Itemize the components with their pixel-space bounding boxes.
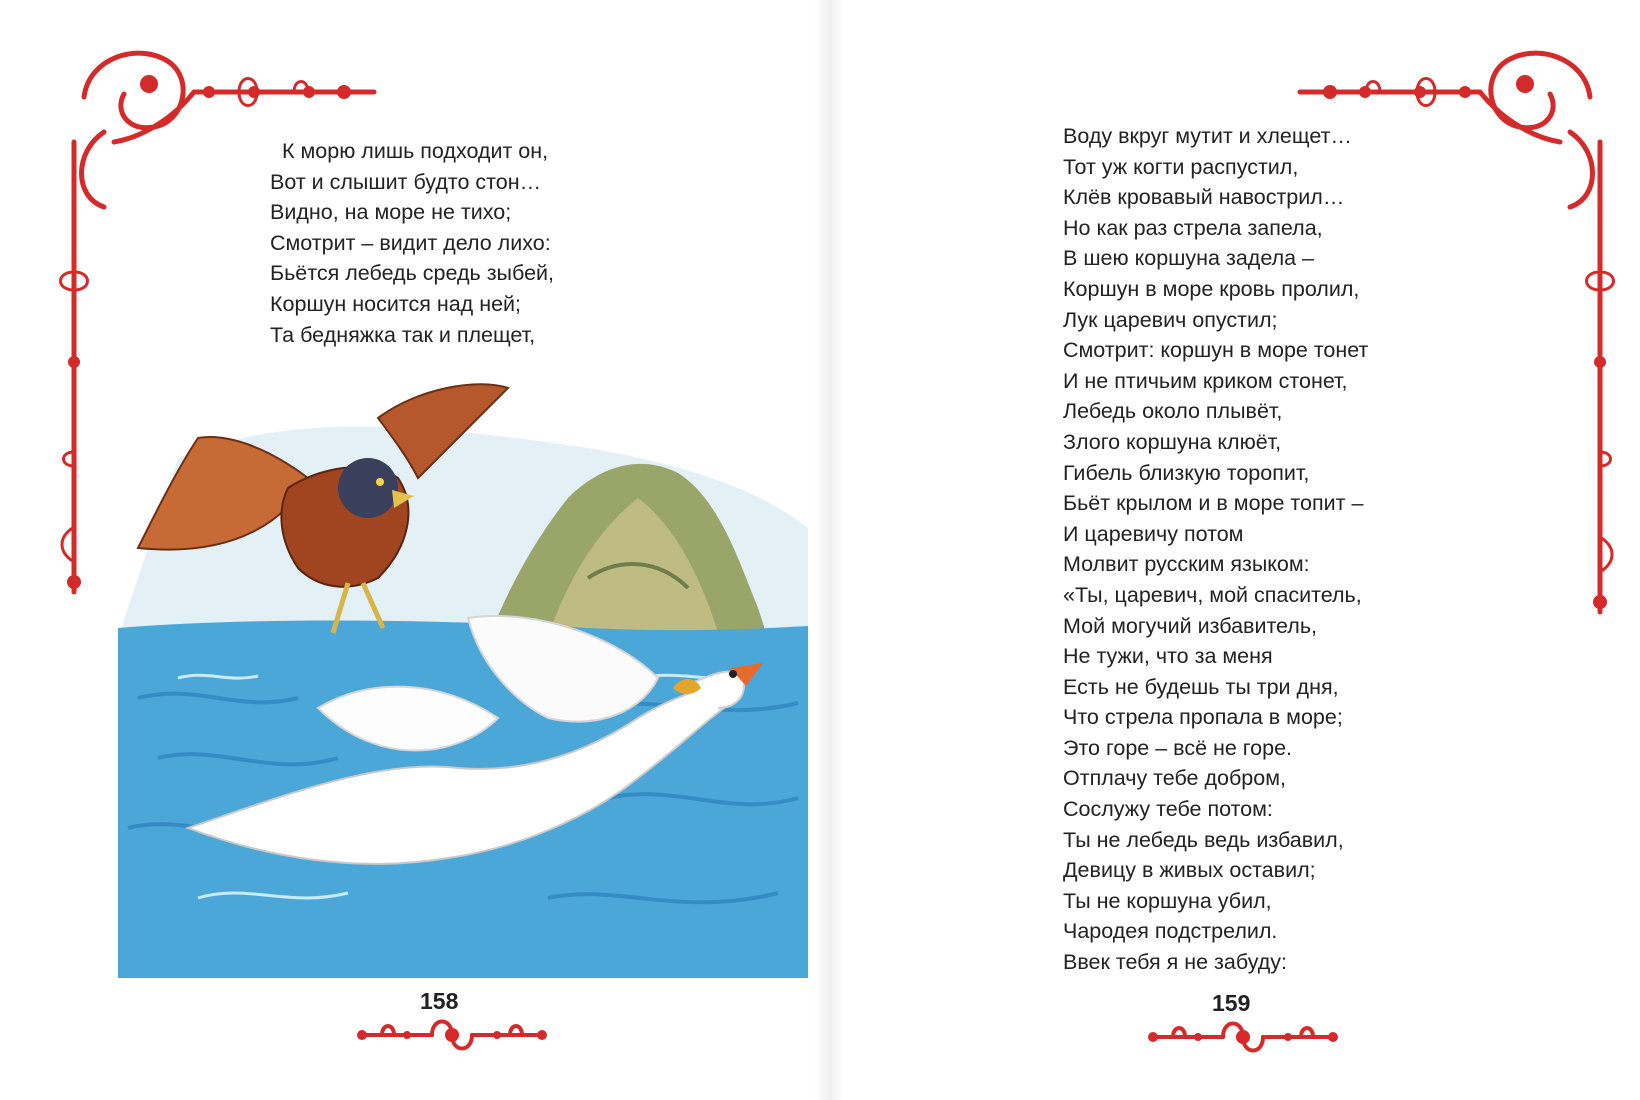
verse-line: Ты не коршуна убил, [1063, 888, 1272, 913]
bottom-ornament-left [352, 1005, 552, 1065]
verse-line: Сослужу тебе потом: [1063, 797, 1273, 822]
verse-line: Смотрит: коршун в море тонет [1063, 338, 1369, 363]
verse-line: Лук царевич опустил; [1063, 307, 1278, 332]
verse-line: Коршун носится над ней; [270, 291, 522, 316]
right-page-verse [1063, 121, 1368, 978]
left-page-verse [270, 136, 554, 350]
verse-line: Чародея подстрелил. [1063, 919, 1278, 944]
verse-line: Это горе – всё не горе. [1063, 735, 1293, 760]
verse-line: Бьёт крылом и в море топит – [1063, 491, 1364, 516]
verse-line: Клёв кровавый навострил… [1063, 185, 1345, 210]
verse-line: Та бедняжка так и плещет, [270, 322, 536, 347]
verse-line: Вот и слышит будто стон… [270, 169, 542, 194]
verse-line: Бьётся лебедь средь зыбей, [270, 261, 555, 286]
verse-line: И не птичьим криком стонет, [1063, 368, 1348, 393]
verse-line: Коршун в море кровь пролил, [1063, 276, 1360, 301]
verse-line: Гибель близкую торопит, [1063, 460, 1310, 485]
verse-line: К морю лишь подходит он, [282, 139, 549, 163]
verse-line: Смотрит – видит дело лихо: [270, 230, 551, 255]
verse-line: Мой могучий избавитель, [1063, 613, 1318, 638]
verse-line: Ввек тебя я не забуду: [1063, 950, 1288, 975]
verse-line: Видно, на море не тихо; [270, 200, 512, 225]
verse-line: Воду вкруг мутит и хлещет… [1063, 124, 1352, 148]
verse-line: Лебедь около плывёт, [1063, 399, 1283, 424]
verse-line: В шею коршуна задела – [1063, 246, 1315, 271]
verse-line: Молвит русским языком: [1063, 552, 1310, 577]
bottom-ornament-right [1143, 1007, 1343, 1067]
swan-and-kite-illustration [118, 378, 830, 978]
verse-line: Не тужи, что за меня [1063, 644, 1273, 669]
verse-line: Девицу в живых оставил; [1063, 858, 1316, 883]
verse-line: Есть не будешь ты три дня, [1063, 674, 1339, 699]
page-number-left: 158 [420, 988, 459, 1014]
verse-line: Но как раз стрела запела, [1063, 215, 1323, 240]
page-number-right: 159 [1212, 990, 1251, 1016]
verse-line: Что стрела пропала в море; [1063, 705, 1343, 730]
verse-line: Тот уж когти распустил, [1063, 154, 1299, 179]
verse-line: Отплачу тебе добром, [1063, 766, 1286, 791]
verse-line: Ты не лебедь ведь избавил, [1063, 827, 1344, 852]
verse-line: «Ты, царевич, мой спаситель, [1063, 582, 1362, 607]
verse-line: Злого коршуна клюёт, [1063, 429, 1282, 454]
verse-line: И царевичу потом [1063, 521, 1244, 546]
